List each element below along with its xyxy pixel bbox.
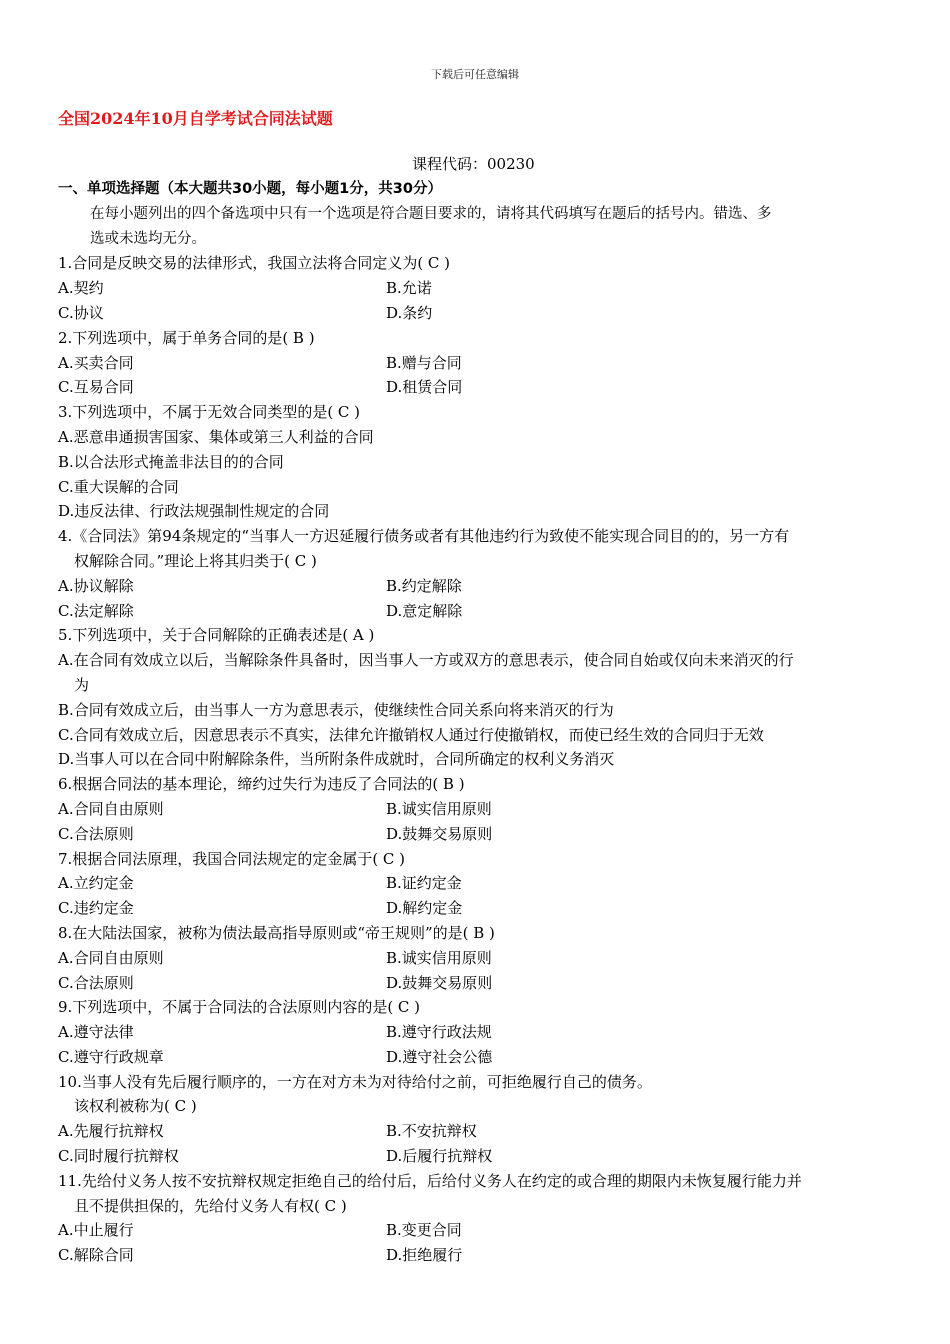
option: D.后履行抗辩权 <box>386 1147 493 1166</box>
option-row <box>58 871 888 896</box>
question-stem: 6.根据合同法的基本理论，缔约过失行为违反了合同法的( B ) <box>58 775 465 794</box>
option-row <box>58 375 888 400</box>
question-stem: 9.下列选项中，不属于合同法的合法原则内容的是( C ) <box>58 998 421 1017</box>
section-instruction-cont: 选或未选均无分。 <box>90 230 206 247</box>
option: B.约定解除 <box>386 576 462 595</box>
option: D.当事人可以在合同中附解除条件，当所附条件成就时，合同所确定的权利义务消灭 <box>58 750 615 769</box>
option-row <box>58 1119 888 1144</box>
option: A.遵守法律 <box>58 1023 134 1042</box>
option: B.允诺 <box>386 279 432 298</box>
option: D.条约 <box>386 303 433 322</box>
option: D.解约定金 <box>386 899 463 918</box>
option: C.同时履行抗辩权 <box>58 1147 179 1166</box>
option-row <box>58 946 888 971</box>
option-row <box>58 574 888 599</box>
option: C.解除合同 <box>58 1246 134 1265</box>
option: A.契约 <box>58 279 104 298</box>
option: A.先履行抗辩权 <box>58 1122 164 1141</box>
option: D.租赁合同 <box>386 378 463 397</box>
header-note: 下载后可任意编辑 <box>431 68 519 81</box>
option: C.法定解除 <box>58 601 134 620</box>
option: A.立约定金 <box>58 874 134 893</box>
question-stem: 10.当事人没有先后履行顺序的，一方在对方未为对待给付之前，可拒绝履行自己的债务。 <box>58 1072 652 1091</box>
question-stem: 1.合同是反映交易的法律形式，我国立法将合同定义为( C ) <box>58 254 451 273</box>
option-row <box>58 1243 888 1268</box>
option: D.遵守社会公德 <box>386 1047 493 1066</box>
option: A.在合同有效成立以后，当解除条件具备时，因当事人一方或双方的意思表示，使合同自始或仅向未来消灭的行 <box>58 651 794 670</box>
option: B.以合法形式掩盖非法目的的合同 <box>58 452 284 471</box>
question-stem-cont: 且不提供担保的，先给付义务人有权( C ) <box>74 1196 347 1215</box>
option-row <box>58 1144 888 1169</box>
option: B.不安抗辩权 <box>386 1122 477 1141</box>
question-stem-cont: 权解除合同。”理论上将其归类于( C ) <box>74 551 317 570</box>
section-instruction: 在每小题列出的四个备选项中只有一个选项是符合题目要求的，请将其代码填写在题后的括号内。错选、多 <box>90 205 772 222</box>
option: D.违反法律、行政法规强制性规定的合同 <box>58 502 330 521</box>
option: B.变更合同 <box>386 1221 462 1240</box>
option-row <box>58 351 888 376</box>
option: D.意定解除 <box>386 601 463 620</box>
option: C.协议 <box>58 303 104 322</box>
option: D.鼓舞交易原则 <box>386 973 493 992</box>
option-row <box>58 301 888 326</box>
option: C.遵守行政规章 <box>58 1047 164 1066</box>
option: C.合同有效成立后，因意思表示不真实，法律允许撤销权人通过行使撤销权，而使已经生效的合同归于无效 <box>58 725 764 744</box>
option: A.协议解除 <box>58 576 134 595</box>
question-stem: 5.下列选项中，关于合同解除的正确表述是( A ) <box>58 626 375 645</box>
option: C.违约定金 <box>58 899 134 918</box>
question-stem: 3.下列选项中，不属于无效合同类型的是( C ) <box>58 403 361 422</box>
option-row <box>58 1218 888 1243</box>
option: A.买卖合同 <box>58 353 134 372</box>
question-stem: 7.根据合同法原理，我国合同法规定的定金属于( C ) <box>58 849 406 868</box>
option: D.拒绝履行 <box>386 1246 463 1265</box>
question-stem: 2.下列选项中，属于单务合同的是( B ) <box>58 328 315 347</box>
document-title: 全国2024年10月自学考试合同法试题 <box>58 109 333 128</box>
option: B.证约定金 <box>386 874 462 893</box>
option-row <box>58 797 888 822</box>
option: B.诚实信用原则 <box>386 799 492 818</box>
question-stem-cont: 该权利被称为( C ) <box>74 1097 197 1116</box>
course-code: 课程代码：00230 <box>412 155 535 173</box>
option: B.诚实信用原则 <box>386 948 492 967</box>
option: B.合同有效成立后，由当事人一方为意思表示，使继续性合同关系向将来消灭的行为 <box>58 700 614 719</box>
option-row <box>58 896 888 921</box>
exam-content <box>58 177 888 1268</box>
option-row <box>58 971 888 996</box>
option: A.恶意串通损害国家、集体或第三人利益的合同 <box>58 427 374 446</box>
option-row <box>58 822 888 847</box>
option-row <box>58 599 888 624</box>
option: C.重大误解的合同 <box>58 477 179 496</box>
option: A.合同自由原则 <box>58 799 164 818</box>
option: A.合同自由原则 <box>58 948 164 967</box>
question-stem: 4.《合同法》第94条规定的“当事人一方迟延履行债务或者有其他违约行为致使不能实现合同目的的，另一方有 <box>58 527 790 546</box>
question-stem: 8.在大陆法国家，被称为债法最高指导原则或“帝王规则”的是( B ) <box>58 923 495 942</box>
option: A.中止履行 <box>58 1221 134 1240</box>
question-stem: 11.先给付义务人按不安抗辩权规定拒绝自己的给付后，后给付义务人在约定的或合理的期限内未恢复履行能力并 <box>58 1171 802 1190</box>
option: B.遵守行政法规 <box>386 1023 492 1042</box>
option: C.合法原则 <box>58 824 134 843</box>
option: B.赠与合同 <box>386 353 462 372</box>
option: C.合法原则 <box>58 973 134 992</box>
option-row <box>58 1020 888 1045</box>
section-heading: 一、单项选择题（本大题共30小题，每小题1分，共30分） <box>58 181 442 197</box>
option-row <box>58 276 888 301</box>
option: D.鼓舞交易原则 <box>386 824 493 843</box>
option: C.互易合同 <box>58 378 134 397</box>
option-row <box>58 1045 888 1070</box>
option-cont: 为 <box>74 675 90 694</box>
